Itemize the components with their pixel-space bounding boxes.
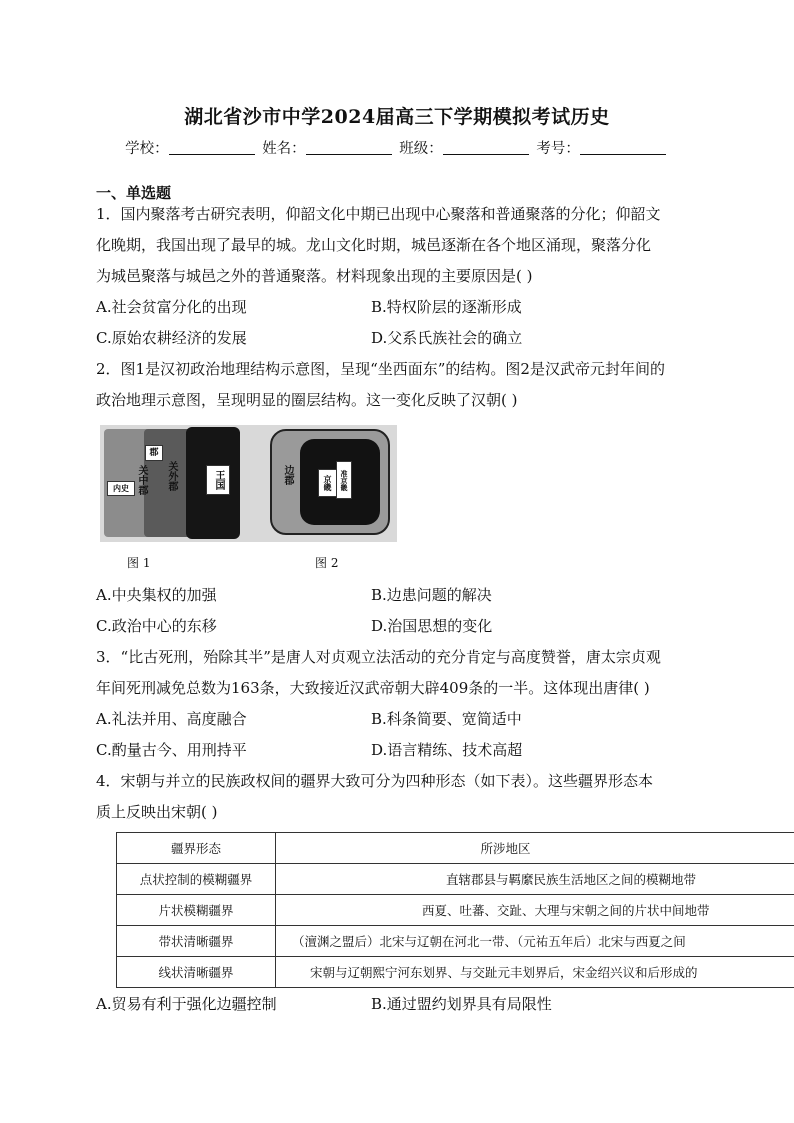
q4-line-1: 4．宋朝与并立的民族政权间的疆界大致可分为四种形态（如下表）。这些疆界形态本: [96, 772, 654, 790]
section-title: 一、单选题: [96, 184, 172, 202]
q3-line-1: 3．“比古死刑，殆除其半”是唐人对贞观立法活动的充分肯定与高度赞誉，唐太宗贞观: [96, 648, 661, 666]
han-political-diagram: [100, 425, 397, 542]
table-cell: 带状清晰疆界: [117, 926, 276, 957]
name-blank[interactable]: [306, 140, 392, 155]
q3-option-b[interactable]: B.科条简要、宽简适中: [371, 710, 522, 728]
exam-number-label: 考号：: [536, 141, 580, 157]
wangguo-box: 王国: [206, 465, 230, 495]
q4-line-2: 质上反映出宋朝( ): [96, 803, 218, 821]
table-row: [117, 895, 794, 926]
table-header-cell: 疆界形态: [117, 833, 276, 864]
figure-2-caption: 图 2: [315, 556, 339, 570]
neishi-box: 内史: [107, 481, 135, 496]
table-cell: 片状模糊疆界: [117, 895, 276, 926]
page-title: 湖北省沙市中学2024届高三下学期模拟考试历史: [184, 106, 610, 128]
q2-line-1: 2．图1是汉初政治地理结构示意图，呈现“坐西面东”的结构。图2是汉武帝元封年间的: [96, 360, 665, 378]
q2-option-d[interactable]: D.治国思想的变化: [371, 617, 493, 635]
q2-option-b[interactable]: B.边患问题的解决: [371, 586, 492, 604]
zhun-jingji-box: 准京畿: [336, 461, 352, 499]
q1-line-2: 化晚期，我国出现了最早的城。龙山文化时期，城邑逐渐在各个地区涌现，聚落分化: [96, 236, 652, 254]
table-header-cell: 所涉地区: [276, 833, 794, 864]
name-label: 姓名：: [262, 141, 306, 157]
table-cell: 西夏、吐蕃、交趾、大理与宋朝之间的片状中间地带: [276, 895, 794, 926]
table-row: [117, 864, 794, 895]
q1-option-c[interactable]: C.原始农耕经济的发展: [96, 329, 247, 347]
student-info-row: [0, 137, 794, 158]
q3-option-d[interactable]: D.语言精练、技术高超: [371, 741, 523, 759]
q3-option-a[interactable]: A.礼法并用、高度融合: [96, 710, 247, 728]
table-row: [117, 957, 794, 988]
bian-jun-label: 边郡: [282, 465, 293, 485]
q2-option-c[interactable]: C.政治中心的东移: [96, 617, 217, 635]
table-row: [117, 926, 794, 957]
q1-line-1: 1．国内聚落考古研究表明，仰韶文化中期已出现中心聚落和普通聚落的分化；仰韶文: [96, 205, 661, 223]
table-cell: 宋朝与辽朝熙宁河东划界、与交趾元丰划界后，宋金绍兴议和后形成的: [276, 957, 794, 988]
guanwai-label: 关外郡: [166, 461, 177, 491]
jun-box: 郡: [145, 445, 163, 461]
q1-option-a[interactable]: A.社会贫富分化的出现: [96, 298, 247, 316]
exam-number-blank[interactable]: [580, 140, 666, 155]
q3-option-c[interactable]: C.酌量古今、用刑持平: [96, 741, 247, 759]
table-cell: （澶渊之盟后）北宋与辽朝在河北一带、（元祐五年后）北宋与西夏之间: [276, 926, 794, 957]
guanzhong-label: 关中郡: [136, 465, 147, 495]
school-label: 学校：: [125, 141, 169, 157]
class-label: 班级：: [399, 141, 443, 157]
q1-option-b[interactable]: B.特权阶层的逐渐形成: [371, 298, 522, 316]
q1-option-d[interactable]: D.父系氏族社会的确立: [371, 329, 523, 347]
class-blank[interactable]: [443, 140, 529, 155]
q1-line-3: 为城邑聚落与城邑之外的普通聚落。材料现象出现的主要原因是( ): [96, 267, 533, 285]
jingji-box: 京畿: [318, 469, 338, 497]
table-header-row: [117, 833, 794, 864]
table-cell: 直辖郡县与羁縻民族生活地区之间的模糊地带: [276, 864, 794, 895]
table-cell: 线状清晰疆界: [117, 957, 276, 988]
school-blank[interactable]: [169, 140, 255, 155]
q3-line-2: 年间死刑减免总数为163条，大致接近汉武帝朝大辟409条的一半。这体现出唐律( ): [96, 679, 650, 697]
q4-option-b[interactable]: B.通过盟约划界具有局限性: [371, 995, 552, 1013]
figure-1-caption: 图 1: [127, 556, 151, 570]
q2-line-2: 政治地理示意图，呈现明显的圈层结构。这一变化反映了汉朝( ): [96, 391, 518, 409]
q2-option-a[interactable]: A.中央集权的加强: [96, 586, 217, 604]
q4-option-a[interactable]: A.贸易有利于强化边疆控制: [96, 995, 277, 1013]
border-forms-table: [116, 832, 794, 988]
table-cell: 点状控制的模糊疆界: [117, 864, 276, 895]
